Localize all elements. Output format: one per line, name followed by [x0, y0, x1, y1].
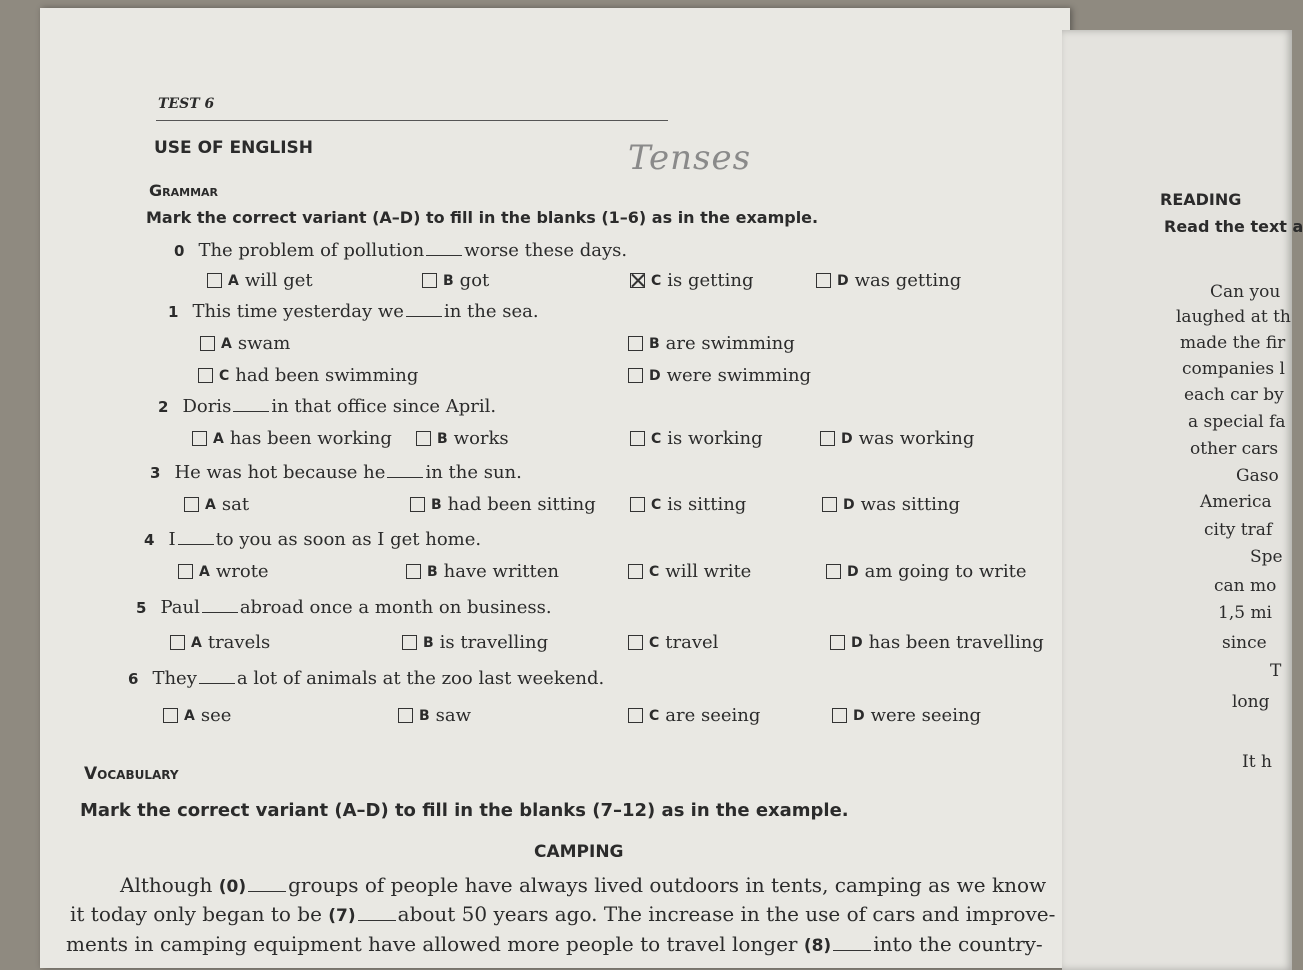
grammar-heading: Grammar	[149, 181, 218, 200]
answer-blank	[199, 683, 235, 684]
question-2	[158, 396, 496, 417]
blank-number: (8)	[803, 936, 832, 956]
header-rule	[156, 120, 668, 121]
question-number: 1	[168, 303, 179, 321]
reading-line: It h	[1242, 752, 1272, 772]
vocabulary-instruction: Mark the correct variant (A–D) to fill in the blanks (7–12) as in the example.	[80, 800, 849, 821]
option-0-a[interactable]	[207, 270, 313, 291]
option-text: will write	[665, 561, 752, 582]
option-4-a[interactable]	[178, 561, 269, 582]
answer-blank	[406, 316, 442, 317]
vocabulary-heading: Vocabulary	[84, 764, 179, 784]
option-letter: D	[853, 707, 865, 724]
answer-blank	[358, 920, 396, 921]
question-5	[136, 597, 552, 618]
reading-line: Can you	[1210, 282, 1281, 302]
question-number: 5	[136, 599, 147, 617]
option-3-b[interactable]	[410, 494, 596, 515]
option-letter: D	[649, 367, 661, 384]
option-letter: B	[419, 707, 430, 724]
line-text-after: groups of people have always lived outdoors in tents, camping as we know	[288, 873, 1047, 897]
answer-blank	[387, 477, 423, 478]
option-3-a[interactable]	[184, 494, 249, 515]
checkbox[interactable]	[192, 431, 207, 446]
option-0-d[interactable]	[816, 270, 961, 291]
option-text: am going to write	[864, 561, 1027, 582]
option-letter: A	[213, 430, 224, 447]
option-text: had been swimming	[235, 365, 419, 386]
option-letter: A	[184, 707, 195, 724]
reading-line: America	[1200, 492, 1272, 512]
option-text: was getting	[854, 270, 962, 291]
option-letter: A	[205, 496, 216, 513]
option-text: have written	[443, 561, 560, 582]
blank-number: (0)	[218, 877, 247, 897]
option-letter: C	[649, 634, 660, 651]
camping-title: CAMPING	[534, 842, 624, 862]
checkbox[interactable]	[402, 635, 417, 650]
option-1-b[interactable]	[628, 333, 795, 354]
question-text-after: to you as soon as I get home.	[215, 529, 482, 550]
checkbox[interactable]	[416, 431, 431, 446]
question-number: 2	[158, 398, 169, 416]
option-letter: D	[837, 272, 849, 289]
line-text-after: into the country-	[873, 932, 1043, 956]
option-text: will get	[244, 270, 313, 291]
answer-blank	[202, 612, 238, 613]
question-text-before: Paul	[160, 597, 200, 618]
option-6-b[interactable]	[398, 705, 471, 726]
option-text: saw	[435, 705, 472, 726]
option-letter: D	[851, 634, 863, 651]
line-text-before: ments in camping equipment have allowed more people to travel longer	[66, 932, 804, 956]
option-text: see	[200, 705, 232, 726]
option-text: travel	[665, 632, 719, 653]
checkbox[interactable]	[628, 708, 643, 723]
question-text-before: I	[168, 529, 176, 550]
line-text-after: about 50 years ago. The increase in the use of cars and improve-	[397, 902, 1056, 926]
option-1-c[interactable]	[198, 365, 418, 386]
question-1	[168, 301, 539, 322]
handwritten-note: Tenses	[628, 138, 752, 178]
question-6	[128, 668, 604, 689]
checkbox[interactable]	[820, 431, 835, 446]
option-text: is getting	[667, 270, 754, 291]
reading-line: companies l	[1182, 359, 1285, 379]
camping-line	[70, 902, 1055, 926]
option-text: has been travelling	[868, 632, 1044, 653]
question-3	[150, 462, 522, 483]
option-6-d[interactable]	[832, 705, 981, 726]
question-number: 6	[128, 670, 139, 688]
checkbox[interactable]	[198, 368, 213, 383]
checkbox[interactable]	[830, 635, 845, 650]
option-5-b[interactable]	[402, 632, 548, 653]
question-text-before: The problem of pollution	[198, 240, 425, 261]
line-text-before: Although	[120, 873, 219, 897]
option-letter: C	[649, 563, 660, 580]
option-text: works	[453, 428, 509, 449]
checkbox[interactable]	[398, 708, 413, 723]
reading-line: can mo	[1214, 576, 1277, 596]
option-text: are seeing	[665, 705, 761, 726]
checkbox[interactable]	[832, 708, 847, 723]
option-text: sat	[221, 494, 250, 515]
checkbox[interactable]	[163, 708, 178, 723]
option-letter: C	[651, 496, 662, 513]
reading-line: a special fa	[1188, 412, 1286, 432]
reading-line: made the fir	[1180, 333, 1286, 353]
checkbox[interactable]	[816, 273, 831, 288]
checkbox[interactable]	[630, 273, 645, 288]
question-text-after: a lot of animals at the zoo last weekend.	[236, 668, 605, 689]
option-0-c[interactable]	[630, 270, 754, 291]
option-letter: B	[431, 496, 442, 513]
option-1-d[interactable]	[628, 365, 811, 386]
option-text: is sitting	[667, 494, 747, 515]
question-text-after: worse these days.	[464, 240, 628, 261]
option-letter: D	[843, 496, 855, 513]
question-number: 4	[144, 531, 155, 549]
question-text-before: Doris	[182, 396, 232, 417]
option-letter: B	[437, 430, 448, 447]
checkbox[interactable]	[628, 336, 643, 351]
reading-line: since	[1222, 633, 1267, 653]
answer-blank	[426, 255, 462, 256]
question-0	[174, 240, 627, 261]
option-letter: A	[221, 335, 232, 352]
checkbox[interactable]	[826, 564, 841, 579]
checkbox[interactable]	[178, 564, 193, 579]
camping-line	[120, 873, 1046, 897]
option-letter: C	[649, 707, 660, 724]
option-0-b[interactable]	[422, 270, 489, 291]
option-text: got	[459, 270, 490, 291]
option-letter: D	[841, 430, 853, 447]
question-text-after: in the sun.	[425, 462, 522, 483]
question-text-after: in the sea.	[443, 301, 539, 322]
option-text: were seeing	[870, 705, 982, 726]
option-2-c[interactable]	[630, 428, 763, 449]
option-letter: A	[228, 272, 239, 289]
answer-blank	[833, 950, 871, 951]
option-letter: C	[651, 430, 662, 447]
checkbox[interactable]	[184, 497, 199, 512]
checkbox[interactable]	[200, 336, 215, 351]
option-letter: C	[219, 367, 230, 384]
reading-line: 1,5 mi	[1218, 603, 1272, 623]
question-4	[144, 529, 481, 550]
option-letter: A	[199, 563, 210, 580]
question-text-before: This time yesterday we	[192, 301, 404, 322]
checkbox[interactable]	[628, 368, 643, 383]
question-text-after: abroad once a month on business.	[239, 597, 552, 618]
checkbox[interactable]	[630, 497, 645, 512]
answer-blank	[233, 411, 269, 412]
checkbox[interactable]	[406, 564, 421, 579]
option-text: were swimming	[666, 365, 812, 386]
option-text: swam	[237, 333, 291, 354]
option-5-a[interactable]	[170, 632, 270, 653]
option-letter: B	[423, 634, 434, 651]
question-text-before: They	[152, 668, 197, 689]
option-5-c[interactable]	[628, 632, 718, 653]
reading-heading: READING	[1160, 190, 1242, 209]
question-number: 0	[174, 242, 185, 260]
option-text: was sitting	[860, 494, 961, 515]
reading-line: Gaso	[1236, 466, 1279, 486]
option-letter: B	[427, 563, 438, 580]
option-4-c[interactable]	[628, 561, 751, 582]
reading-line: long	[1232, 692, 1270, 712]
option-text: wrote	[215, 561, 269, 582]
reading-instruction: Read the text a	[1164, 217, 1303, 236]
answer-blank	[248, 891, 286, 892]
option-letter: B	[649, 335, 660, 352]
checkbox[interactable]	[170, 635, 185, 650]
question-number: 3	[150, 464, 161, 482]
question-text-before: He was hot because he	[174, 462, 386, 483]
line-text-before: it today only began to be	[70, 902, 329, 926]
option-text: was working	[858, 428, 975, 449]
option-text: travels	[207, 632, 271, 653]
option-6-c[interactable]	[628, 705, 760, 726]
option-letter: B	[443, 272, 454, 289]
checkbox[interactable]	[628, 564, 643, 579]
option-3-c[interactable]	[630, 494, 746, 515]
checkbox[interactable]	[410, 497, 425, 512]
reading-line: Spe	[1250, 547, 1283, 567]
reading-line: other cars	[1190, 439, 1279, 459]
option-letter: C	[651, 272, 662, 289]
option-2-b[interactable]	[416, 428, 509, 449]
option-text: has been working	[229, 428, 392, 449]
reading-line: T	[1270, 661, 1282, 681]
option-3-d[interactable]	[822, 494, 960, 515]
checkbox[interactable]	[628, 635, 643, 650]
option-6-a[interactable]	[163, 705, 231, 726]
option-2-a[interactable]	[192, 428, 392, 449]
grammar-instruction: Mark the correct variant (A–D) to fill in the blanks (1–6) as in the example.	[146, 208, 819, 227]
option-4-d[interactable]	[826, 561, 1027, 582]
option-2-d[interactable]	[820, 428, 974, 449]
option-text: had been sitting	[447, 494, 596, 515]
test-label: TEST 6	[158, 96, 215, 112]
checkbox[interactable]	[207, 273, 222, 288]
option-4-b[interactable]	[406, 561, 559, 582]
camping-line	[66, 932, 1043, 956]
option-1-a[interactable]	[200, 333, 290, 354]
reading-line: city traf	[1204, 520, 1273, 540]
option-letter: D	[847, 563, 859, 580]
option-letter: A	[191, 634, 202, 651]
blank-number: (7)	[328, 906, 356, 926]
checkbox[interactable]	[822, 497, 837, 512]
reading-line: each car by	[1184, 385, 1284, 405]
checkbox[interactable]	[630, 431, 645, 446]
section-title: USE OF ENGLISH	[154, 138, 313, 158]
option-text: is working	[667, 428, 763, 449]
option-text: is travelling	[439, 632, 549, 653]
option-text: are swimming	[665, 333, 795, 354]
checkbox[interactable]	[422, 273, 437, 288]
question-text-after: in that office since April.	[271, 396, 497, 417]
option-5-d[interactable]	[830, 632, 1044, 653]
reading-line: laughed at th	[1176, 307, 1291, 327]
answer-blank	[178, 544, 214, 545]
